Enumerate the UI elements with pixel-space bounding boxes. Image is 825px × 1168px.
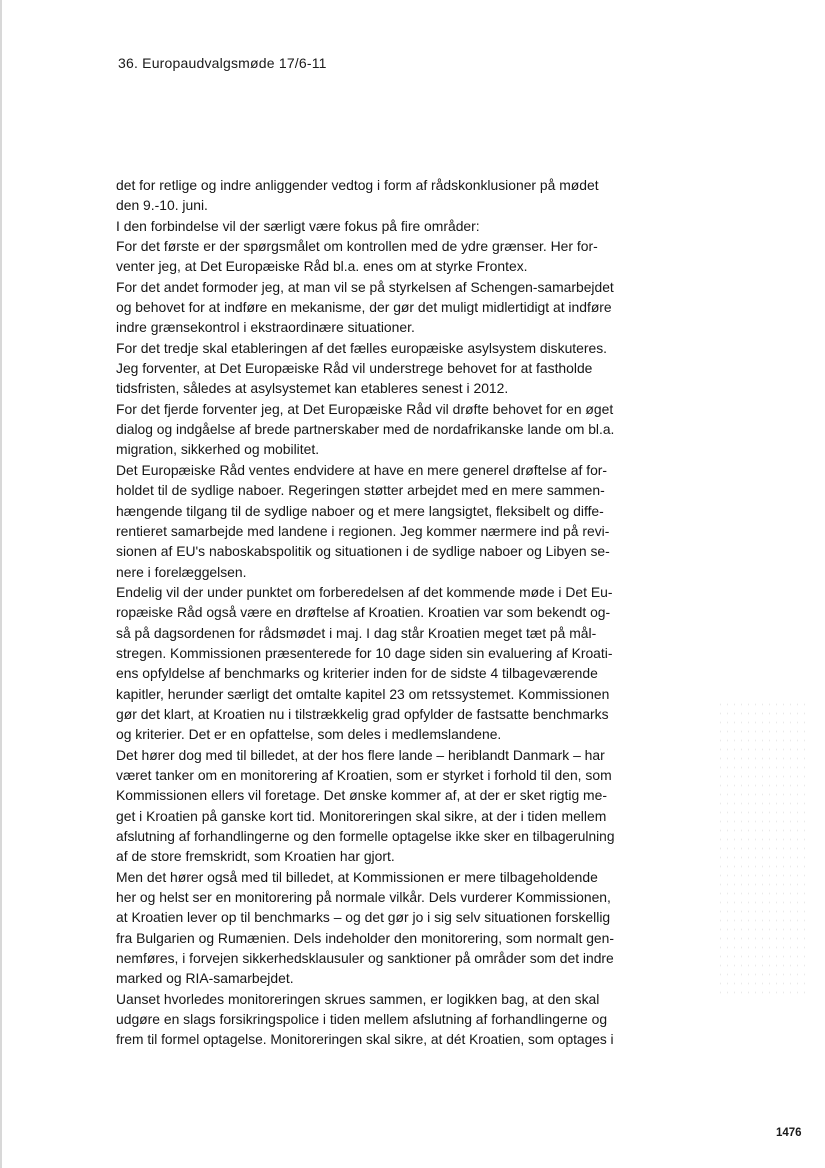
text-line: udgøre en slags forsikringspolice i tiden mellem afslutning af forhandlingerne og (116, 1011, 608, 1028)
text-line: at Kroatien lever op til benchmarks – og det gør jo i sig selv situationen forskellig (116, 909, 611, 926)
text-line: den 9.-10. juni. (116, 197, 208, 214)
scan-noise (717, 700, 807, 1000)
text-line: migration, sikkerhed og mobilitet. (116, 441, 320, 458)
text-line: afslutning af forhandlingerne og den formelle optagelse ikke sker en tilbagerulning (116, 828, 615, 844)
text-line: get i Kroatien på ganske kort tid. Monitoreringen skal sikre, at der i tiden mellem (116, 807, 607, 824)
text-line: Men det hører også med til billedet, at Kommissionen er mere tilbageholdende (116, 868, 598, 885)
text-line: tidsfristen, således at asylsystemet kan etableres senest i 2012. (116, 380, 509, 397)
text-line: ropæiske Råd også være en drøftelse af Kroatien. Kroatien var som bekendt og- (116, 604, 611, 621)
page-number: 1476 (776, 1127, 802, 1139)
text-line: Endelig vil der under punktet om forberedelsen af det kommende møde i Det Eu- (116, 583, 613, 600)
text-line: nere i forelæggelsen. (116, 563, 247, 580)
text-line: For det fjerde forventer jeg, at Det Europæiske Råd vil drøfte behovet for en øget (116, 400, 614, 417)
scan-edge (0, 0, 2, 1168)
text-line: Det hører dog med til billedet, at der hos flere lande – heriblandt Danmark – har (116, 746, 605, 763)
text-line: Kommissionen ellers vil foretage. Det ønske kommer af, at der er sket rigtig me- (116, 787, 607, 804)
text-line: ens opfyldelse af benchmarks og kriterier inden for de sidste 4 tilbageværende (116, 665, 598, 682)
text-line: frem til formel optagelse. Monitoreringen skal sikre, at dét Kroatien, som optages i (116, 1031, 614, 1048)
text-line: marked og RIA-samarbejdet. (116, 970, 294, 987)
text-line: det for retlige og indre anliggender vedtog i form af rådskonklusioner på mødet (116, 177, 599, 193)
body-text (116, 175, 614, 1050)
text-line: her og helst ser en monitorering på normale vilkår. Dels vurderer Kommissionen, (116, 889, 611, 906)
text-line: Jeg forventer, at Det Europæiske Råd vil understrege behovet for at fastholde (116, 360, 593, 377)
text-line: været tanker om en monitorering af Kroatien, som er styrket i forhold til den, som (116, 766, 612, 783)
text-line: Uanset hvorledes monitoreringen skrues sammen, er logikken bag, at den skal (116, 990, 600, 1007)
text-line: gør det klart, at Kroatien nu i tilstrækkelig grad opfylder de fastsatte benchmarks (116, 705, 609, 722)
text-line: nemføres, i forvejen sikkerhedsklausuler og sanktioner på områder som det indre (116, 950, 614, 967)
text-line: så på dagsordenen for rådsmødet i maj. I dag står Kroatien meget tæt på mål- (116, 624, 597, 641)
text-line: kapitler, herunder særligt det omtalte kapitel 23 om retssystemet. Kommissionen (116, 685, 610, 702)
text-line: hængende tilgang til de sydlige naboer og et mere langsigtet, fleksibelt og diffe- (116, 502, 604, 519)
text-line: fra Bulgarien og Rumænien. Dels indeholder den monitorering, som normalt gen- (116, 929, 615, 946)
text-line: dialog og indgåelse af brede partnerskaber med de nordafrikanske lande om bl.a. (116, 421, 615, 438)
text-line: Det Europæiske Råd ventes endvidere at have en mere generel drøftelse af for- (116, 461, 608, 478)
text-line: For det andet formoder jeg, at man vil se på styrkelsen af Schengen-samarbejdet (116, 278, 614, 295)
text-line: af de store fremskridt, som Kroatien har gjort. (116, 848, 395, 865)
text-line: sionen af EU's naboskabspolitik og situationen i de sydlige naboer og Libyen se- (116, 543, 610, 560)
text-line: og behovet for at indføre en mekanisme, der gør det muligt midlertidigt at indføre (116, 299, 612, 316)
text-line: I den forbindelse vil der særligt være fokus på fire områder: (116, 217, 480, 234)
text-line: venter jeg, at Det Europæiske Råd bl.a. enes om at styrke Frontex. (116, 258, 528, 275)
text-line: For det tredje skal etableringen af det fælles europæiske asylsystem diskuteres. (116, 339, 608, 356)
text-line: For det første er der spørgsmålet om kontrollen med de ydre grænser. Her for- (116, 238, 598, 255)
text-line: og kriterier. Det er en opfattelse, som deles i medlemslandene. (116, 726, 502, 743)
page-header: 36. Europaudvalgsmøde 17/6-11 (118, 55, 327, 71)
text-line: stregen. Kommissionen præsenterede for 10 dage siden sin evaluering af Kroati- (116, 644, 613, 661)
text-line: holdet til de sydlige naboer. Regeringen støtter arbejdet med en mere sammen- (116, 482, 605, 499)
text-line: rentieret samarbejde med landene i regionen. Jeg kommer nærmere ind på revi- (116, 522, 610, 539)
text-line: indre grænsekontrol i ekstraordinære situationer. (116, 319, 415, 336)
